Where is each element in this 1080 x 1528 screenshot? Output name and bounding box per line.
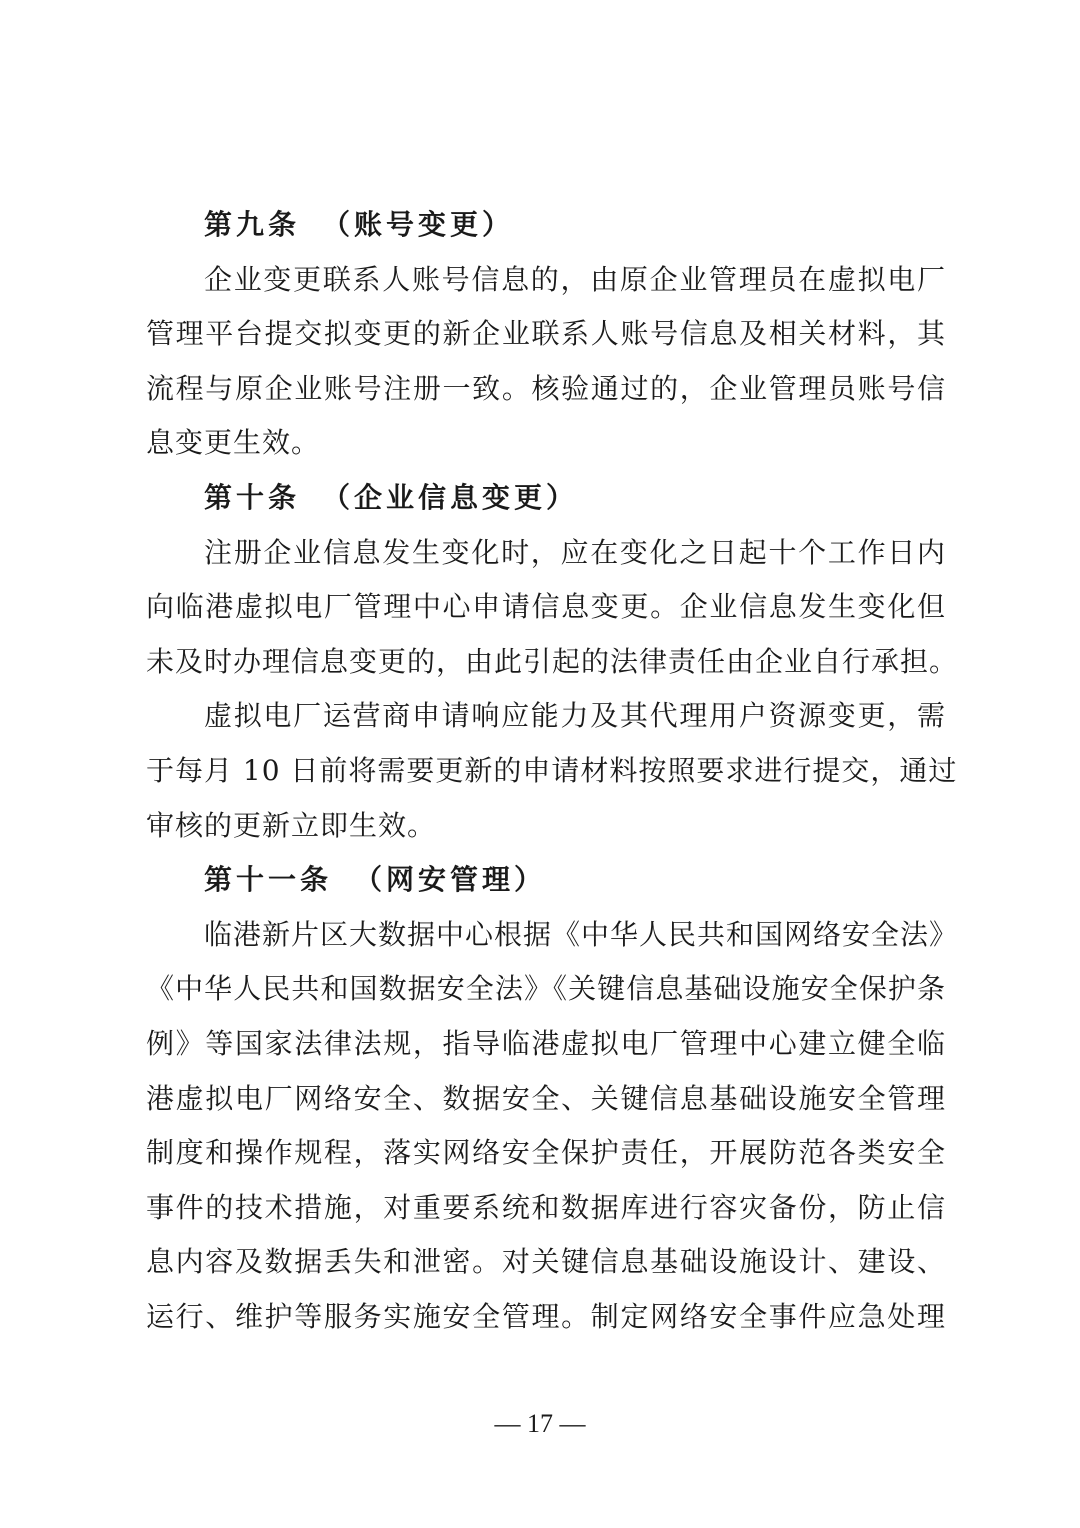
article-10-para2-line: 审核的更新立即生效。 xyxy=(146,808,437,842)
article-11-number: 第十一条 xyxy=(204,863,333,897)
article-10-para1-line: 注册企业信息发生变化时，应在变化之日起十个工作日内 xyxy=(204,535,946,569)
page-number: — 17 — xyxy=(494,1409,586,1438)
article-10-para1-line: 向临港虚拟电厂管理中心申请信息变更。企业信息发生变化但 xyxy=(146,590,946,624)
article-10-title: （企业信息变更） xyxy=(322,480,579,514)
article-11-line: 运行、维护等服务实施安全管理。制定网络安全事件应急处理 xyxy=(146,1299,946,1333)
document-body xyxy=(146,198,959,1344)
article-11-line: 事件的技术措施，对重要系统和数据库进行容灾备份，防止信 xyxy=(146,1190,946,1224)
article-11-line: 例》等国家法律法规，指导临港虚拟电厂管理中心建立健全临 xyxy=(146,1026,946,1060)
article-10-para2-line: 虚拟电厂运营商申请响应能力及其代理用户资源变更，需 xyxy=(204,699,946,733)
article-10-para1-line: 未及时办理信息变更的，由此引起的法律责任由企业自行承担。 xyxy=(146,644,959,678)
article-11-line: 港虚拟电厂网络安全、数据安全、关键信息基础设施安全管理 xyxy=(146,1081,946,1115)
article-11-title: （网安管理） xyxy=(354,863,547,897)
article-9-title: （账号变更） xyxy=(322,208,515,241)
article-10-heading xyxy=(146,471,946,526)
article-9-line: 企业变更联系人账号信息的，由原企业管理员在虚拟电厂 xyxy=(204,262,946,296)
article-9-line: 管理平台提交拟变更的新企业联系人账号信息及相关材料，其 xyxy=(146,317,946,351)
article-11-line: 《中华人民共和国数据安全法》《关键信息基础设施安全保护条 xyxy=(146,972,946,1006)
article-10-number: 第十条 xyxy=(204,480,301,514)
article-11-line: 临港新片区大数据中心根据《中华人民共和国网络安全法》 xyxy=(204,917,959,951)
article-11-line: 制度和操作规程，落实网络安全保护责任，开展防范各类安全 xyxy=(146,1136,946,1170)
article-11-heading xyxy=(146,853,946,908)
article-9-line: 息变更生效。 xyxy=(146,426,321,460)
article-11-line: 息内容及数据丢失和泄密。对关键信息基础设施设计、建设、 xyxy=(146,1245,946,1279)
article-9-number: 第九条 xyxy=(204,208,301,241)
article-10-para2-line: 于每月 10 日前将需要更新的申请材料按照要求进行提交，通过 xyxy=(146,753,958,787)
article-9-heading xyxy=(146,198,946,253)
article-9-line: 流程与原企业账号注册一致。核验通过的，企业管理员账号信 xyxy=(146,371,946,405)
